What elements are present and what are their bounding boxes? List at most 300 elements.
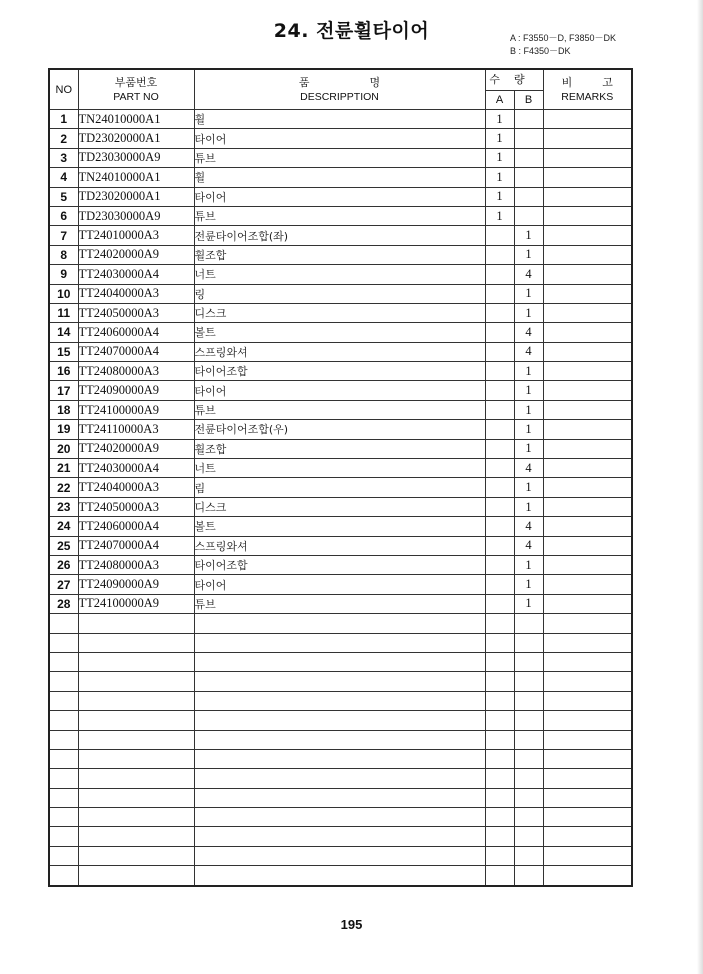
part-number: TT24090000A9: [78, 575, 194, 594]
blank-cell: [194, 652, 485, 671]
blank-cell: [194, 827, 485, 846]
quantity-a: [485, 420, 514, 439]
part-description: 림: [194, 478, 485, 497]
part-no-number: 15: [49, 342, 78, 361]
blank-row: [49, 711, 632, 730]
remarks: [543, 265, 632, 284]
quantity-a: 1: [485, 110, 514, 129]
blank-cell: [514, 808, 543, 827]
part-description: 스프링와셔: [194, 536, 485, 555]
blank-cell: [78, 652, 194, 671]
part-no-number: 5: [49, 187, 78, 206]
quantity-b: [514, 148, 543, 167]
part-no-number: 7: [49, 226, 78, 245]
part-no-number: 21: [49, 459, 78, 478]
quantity-a: [485, 439, 514, 458]
remarks: [543, 536, 632, 555]
blank-row: [49, 846, 632, 865]
part-description: 스프링와셔: [194, 342, 485, 361]
remarks: [543, 148, 632, 167]
header-part-no-ko: 부품번호: [114, 75, 158, 89]
blank-cell: [543, 866, 632, 886]
part-number: TT24110000A3: [78, 420, 194, 439]
remarks: [543, 594, 632, 613]
quantity-b: 1: [514, 497, 543, 516]
part-description: 타이어조합: [194, 555, 485, 574]
part-number: TT24080000A3: [78, 555, 194, 574]
header-remarks-ko: 비고: [561, 75, 643, 89]
quantity-a: [485, 459, 514, 478]
part-description: 휠: [194, 110, 485, 129]
quantity-a: 1: [485, 168, 514, 187]
part-number: TN24010000A1: [78, 110, 194, 129]
quantity-a: [485, 284, 514, 303]
part-number: TT24060000A4: [78, 323, 194, 342]
part-no-number: 20: [49, 439, 78, 458]
table-row: [49, 342, 632, 361]
remarks: [543, 226, 632, 245]
part-no-number: 27: [49, 575, 78, 594]
table-row: [49, 284, 632, 303]
part-no-number: 25: [49, 536, 78, 555]
blank-cell: [543, 846, 632, 865]
blank-cell: [194, 808, 485, 827]
quantity-b: 4: [514, 323, 543, 342]
header-description-en: DESCRIPPTION: [300, 90, 379, 103]
part-description: 타이어: [194, 129, 485, 148]
part-number: TT24100000A9: [78, 594, 194, 613]
remarks: [543, 439, 632, 458]
part-number: TD23030000A9: [78, 206, 194, 225]
part-no-number: 8: [49, 245, 78, 264]
remarks: [543, 459, 632, 478]
part-description: 휠조합: [194, 245, 485, 264]
header-qty-a: A: [485, 91, 514, 110]
part-number: TT24050000A3: [78, 497, 194, 516]
table-row: [49, 110, 632, 129]
quantity-a: [485, 575, 514, 594]
quantity-b: [514, 187, 543, 206]
blank-cell: [78, 614, 194, 633]
remarks: [543, 478, 632, 497]
blank-cell: [78, 711, 194, 730]
blank-cell: [514, 614, 543, 633]
blank-cell: [543, 691, 632, 710]
quantity-b: 4: [514, 459, 543, 478]
blank-cell: [49, 614, 78, 633]
part-description: 전륜타이어조합(좌): [194, 226, 485, 245]
part-number: TN24010000A1: [78, 168, 194, 187]
blank-row: [49, 866, 632, 886]
remarks: [543, 168, 632, 187]
blank-row: [49, 672, 632, 691]
blank-row: [49, 730, 632, 749]
blank-cell: [485, 633, 514, 652]
part-number: TD23030000A9: [78, 148, 194, 167]
part-no-number: 10: [49, 284, 78, 303]
blank-cell: [514, 672, 543, 691]
header-qty-b: B: [514, 91, 543, 110]
parts-table: [48, 68, 643, 887]
remarks: [543, 381, 632, 400]
quantity-a: [485, 594, 514, 613]
part-no-number: 2: [49, 129, 78, 148]
blank-cell: [194, 749, 485, 768]
remarks: [543, 362, 632, 381]
table-row: [49, 536, 632, 555]
blank-cell: [514, 730, 543, 749]
quantity-a: [485, 381, 514, 400]
remarks: [543, 206, 632, 225]
part-no-number: 26: [49, 555, 78, 574]
quantity-a: 1: [485, 148, 514, 167]
quantity-a: [485, 497, 514, 516]
remarks: [543, 420, 632, 439]
blank-cell: [194, 691, 485, 710]
blank-cell: [514, 711, 543, 730]
part-no-number: 22: [49, 478, 78, 497]
header-no: NO: [49, 69, 78, 110]
blank-cell: [543, 711, 632, 730]
part-number: TT24010000A3: [78, 226, 194, 245]
part-description: 튜브: [194, 400, 485, 419]
quantity-a: [485, 517, 514, 536]
blank-cell: [49, 846, 78, 865]
part-number: TT24070000A4: [78, 536, 194, 555]
blank-cell: [78, 769, 194, 788]
table-row: [49, 381, 632, 400]
blank-cell: [514, 866, 543, 886]
blank-cell: [78, 788, 194, 807]
table-row: [49, 420, 632, 439]
remarks: [543, 323, 632, 342]
remarks: [543, 284, 632, 303]
quantity-b: 1: [514, 245, 543, 264]
remarks: [543, 497, 632, 516]
part-no-number: 17: [49, 381, 78, 400]
blank-cell: [543, 769, 632, 788]
blank-cell: [49, 711, 78, 730]
quantity-b: 1: [514, 575, 543, 594]
part-number: TT24050000A3: [78, 303, 194, 322]
quantity-b: [514, 206, 543, 225]
blank-cell: [78, 808, 194, 827]
blank-cell: [514, 652, 543, 671]
blank-cell: [49, 866, 78, 886]
quantity-b: 1: [514, 226, 543, 245]
quantity-b: 1: [514, 362, 543, 381]
blank-cell: [485, 652, 514, 671]
quantity-b: 4: [514, 536, 543, 555]
blank-cell: [543, 827, 632, 846]
part-description: 타이어: [194, 381, 485, 400]
blank-cell: [543, 749, 632, 768]
blank-cell: [514, 749, 543, 768]
part-number: TT24040000A3: [78, 284, 194, 303]
part-no-number: 16: [49, 362, 78, 381]
part-description: 휠: [194, 168, 485, 187]
quantity-b: 1: [514, 400, 543, 419]
blank-cell: [485, 827, 514, 846]
blank-cell: [543, 614, 632, 633]
part-description: 볼트: [194, 517, 485, 536]
page-number: 195: [340, 917, 363, 932]
part-no-number: 4: [49, 168, 78, 187]
blank-cell: [485, 672, 514, 691]
header-remarks: [543, 69, 643, 110]
table-row: [49, 245, 632, 264]
part-number: TT24030000A4: [78, 265, 194, 284]
blank-cell: [194, 711, 485, 730]
blank-cell: [514, 827, 543, 846]
quantity-a: [485, 342, 514, 361]
blank-cell: [194, 672, 485, 691]
part-description: 디스크: [194, 303, 485, 322]
blank-cell: [78, 691, 194, 710]
blank-cell: [49, 652, 78, 671]
remarks: [543, 575, 632, 594]
blank-row: [49, 749, 632, 768]
blank-cell: [78, 866, 194, 886]
part-number: TT24060000A4: [78, 517, 194, 536]
blank-cell: [49, 769, 78, 788]
quantity-a: [485, 400, 514, 419]
table-row: [49, 323, 632, 342]
header-quantity-label: 수량: [489, 74, 539, 86]
blank-cell: [194, 788, 485, 807]
part-description: 타이어: [194, 187, 485, 206]
blank-cell: [49, 672, 78, 691]
part-description: 너트: [194, 265, 485, 284]
table-row: [49, 517, 632, 536]
blank-cell: [49, 808, 78, 827]
blank-cell: [78, 749, 194, 768]
quantity-a: [485, 323, 514, 342]
quantity-a: [485, 362, 514, 381]
quantity-b: 4: [514, 342, 543, 361]
blank-cell: [49, 730, 78, 749]
table-row: [49, 400, 632, 419]
blank-row: [49, 614, 632, 633]
blank-cell: [514, 769, 543, 788]
blank-cell: [49, 691, 78, 710]
table-row: [49, 439, 632, 458]
blank-cell: [514, 788, 543, 807]
table-row: [49, 129, 632, 148]
page-title: 24. 전륜휠타이어: [273, 20, 430, 42]
part-no-number: 24: [49, 517, 78, 536]
header-part-no: [78, 69, 194, 110]
part-description: 볼트: [194, 323, 485, 342]
blank-cell: [485, 749, 514, 768]
remarks: [543, 187, 632, 206]
table-row: [49, 497, 632, 516]
parts-table-body: [49, 110, 632, 886]
part-number: TD23020000A1: [78, 187, 194, 206]
blank-row: [49, 788, 632, 807]
blank-row: [49, 808, 632, 827]
quantity-a: 1: [485, 129, 514, 148]
quantity-b: 1: [514, 303, 543, 322]
part-number: TT24100000A9: [78, 400, 194, 419]
blank-cell: [514, 691, 543, 710]
blank-cell: [78, 672, 194, 691]
blank-cell: [543, 672, 632, 691]
part-no-number: 14: [49, 323, 78, 342]
blank-cell: [194, 633, 485, 652]
table-row: [49, 303, 632, 322]
part-no-number: 6: [49, 206, 78, 225]
blank-cell: [485, 846, 514, 865]
table-row: [49, 575, 632, 594]
part-number: TT24040000A3: [78, 478, 194, 497]
header-part-no-en: PART NO: [113, 90, 159, 103]
blank-cell: [485, 788, 514, 807]
remarks: [543, 245, 632, 264]
blank-cell: [543, 633, 632, 652]
quantity-a: [485, 536, 514, 555]
quantity-b: 4: [514, 517, 543, 536]
blank-cell: [485, 808, 514, 827]
blank-cell: [49, 788, 78, 807]
table-row: [49, 594, 632, 613]
quantity-a: [485, 303, 514, 322]
header-description-ko: 품명: [298, 75, 441, 89]
blank-row: [49, 633, 632, 652]
quantity-b: 1: [514, 478, 543, 497]
blank-cell: [543, 730, 632, 749]
remarks: [543, 400, 632, 419]
remarks: [543, 129, 632, 148]
part-number: TT24020000A9: [78, 439, 194, 458]
blank-cell: [78, 633, 194, 652]
blank-cell: [49, 749, 78, 768]
part-description: 링: [194, 284, 485, 303]
table-row: [49, 265, 632, 284]
blank-cell: [485, 691, 514, 710]
blank-cell: [194, 769, 485, 788]
quantity-a: [485, 555, 514, 574]
blank-cell: [78, 846, 194, 865]
part-description: 디스크: [194, 497, 485, 516]
part-description: 타이어조합: [194, 362, 485, 381]
remarks: [543, 517, 632, 536]
blank-cell: [78, 730, 194, 749]
quantity-b: [514, 168, 543, 187]
part-no-number: 3: [49, 148, 78, 167]
part-number: TT24090000A9: [78, 381, 194, 400]
blank-cell: [49, 633, 78, 652]
quantity-a: [485, 245, 514, 264]
blank-cell: [49, 827, 78, 846]
quantity-b: 1: [514, 439, 543, 458]
model-variants: [510, 32, 616, 58]
blank-cell: [485, 866, 514, 886]
part-description: 휠조합: [194, 439, 485, 458]
part-number: TT24070000A4: [78, 342, 194, 361]
blank-row: [49, 691, 632, 710]
blank-row: [49, 769, 632, 788]
blank-cell: [78, 827, 194, 846]
quantity-a: [485, 226, 514, 245]
quantity-a: [485, 478, 514, 497]
quantity-b: 4: [514, 265, 543, 284]
quantity-b: [514, 129, 543, 148]
blank-cell: [485, 711, 514, 730]
variant-b-line: B : F4350－DK: [510, 46, 571, 56]
table-row: [49, 148, 632, 167]
header-description: [194, 69, 485, 110]
quantity-a: [485, 265, 514, 284]
blank-cell: [194, 866, 485, 886]
table-row: [49, 206, 632, 225]
quantity-a: 1: [485, 206, 514, 225]
blank-cell: [485, 730, 514, 749]
part-description: 튜브: [194, 594, 485, 613]
part-no-number: 19: [49, 420, 78, 439]
part-description: 타이어: [194, 575, 485, 594]
blank-row: [49, 827, 632, 846]
table-row: [49, 187, 632, 206]
part-number: TD23020000A1: [78, 129, 194, 148]
header-quantity: [485, 69, 543, 91]
part-description: 튜브: [194, 206, 485, 225]
table-row: [49, 459, 632, 478]
part-no-number: 11: [49, 303, 78, 322]
remarks: [543, 555, 632, 574]
quantity-b: 1: [514, 381, 543, 400]
page-edge-shadow: [697, 0, 703, 974]
blank-cell: [485, 614, 514, 633]
blank-row: [49, 652, 632, 671]
remarks: [543, 303, 632, 322]
blank-cell: [194, 614, 485, 633]
part-no-number: 18: [49, 400, 78, 419]
blank-cell: [194, 730, 485, 749]
part-no-number: 9: [49, 265, 78, 284]
blank-cell: [514, 633, 543, 652]
table-row: [49, 168, 632, 187]
part-description: 튜브: [194, 148, 485, 167]
quantity-b: 1: [514, 594, 543, 613]
blank-cell: [485, 769, 514, 788]
quantity-b: 1: [514, 555, 543, 574]
blank-cell: [543, 788, 632, 807]
table-row: [49, 555, 632, 574]
blank-cell: [543, 652, 632, 671]
quantity-b: 1: [514, 284, 543, 303]
part-number: TT24080000A3: [78, 362, 194, 381]
table-row: [49, 362, 632, 381]
part-no-number: 28: [49, 594, 78, 613]
remarks: [543, 342, 632, 361]
blank-cell: [194, 846, 485, 865]
part-no-number: 23: [49, 497, 78, 516]
blank-cell: [514, 846, 543, 865]
quantity-b: 1: [514, 420, 543, 439]
quantity-a: 1: [485, 187, 514, 206]
table-row: [49, 226, 632, 245]
table-row: [49, 478, 632, 497]
part-number: TT24020000A9: [78, 245, 194, 264]
blank-cell: [543, 808, 632, 827]
part-no-number: 1: [49, 110, 78, 129]
header-remarks-en: REMARKS: [561, 90, 614, 103]
part-description: 너트: [194, 459, 485, 478]
variant-a-line: A : F3550－D, F3850－DK: [510, 33, 617, 43]
quantity-b: [514, 110, 543, 129]
remarks: [543, 110, 632, 129]
